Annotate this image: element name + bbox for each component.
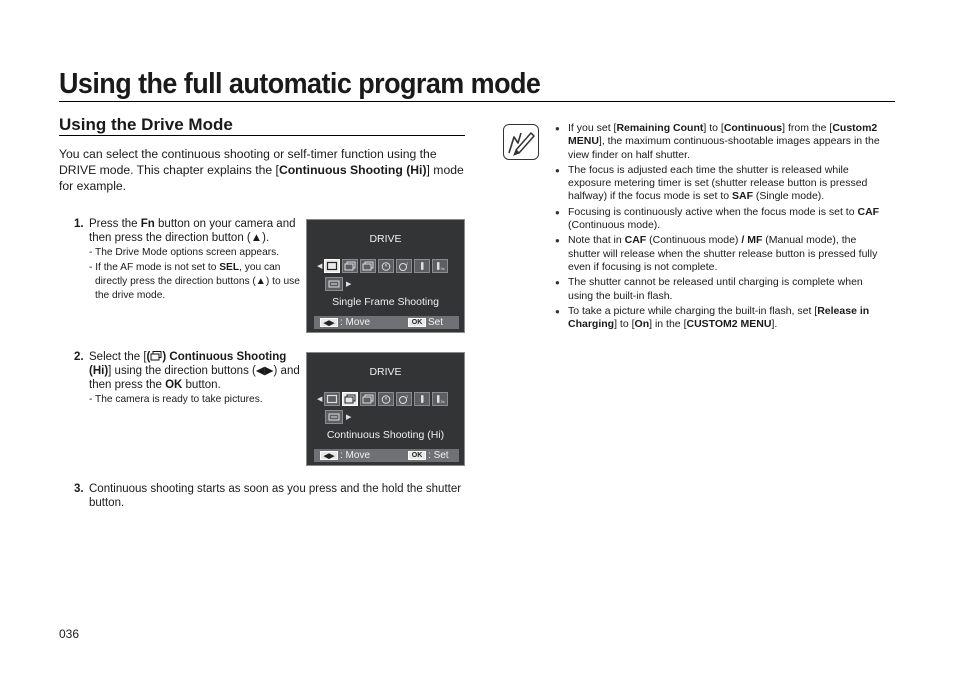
single-frame-icon	[324, 259, 340, 273]
direction-key-icon: ◀▶	[320, 318, 338, 327]
bracket-icon	[325, 277, 343, 291]
screen-footer	[314, 449, 459, 462]
drive-mode-icon-strip	[324, 259, 448, 273]
step-number: 1.	[74, 218, 84, 230]
note-bold: Remaining Count	[616, 122, 704, 134]
step-sub-note: - The camera is ready to take pictures.	[89, 394, 263, 405]
title-divider	[59, 101, 895, 102]
remote-delay-icon	[432, 392, 448, 406]
note-bold: CAF	[857, 205, 880, 218]
note-text: ] to [	[703, 122, 724, 134]
note-item	[555, 276, 889, 303]
remote-icon	[414, 392, 430, 406]
move-label: : Move	[340, 317, 371, 328]
intro-text-end: ] mode for example.	[59, 163, 464, 193]
self-timer-icon	[378, 392, 394, 406]
right-arrow-icon: ▶	[346, 281, 352, 288]
step-text-part: Press the	[89, 218, 141, 230]
self-timer-2s-icon	[396, 392, 412, 406]
screen-footer	[314, 316, 459, 329]
screen-title: DRIVE	[369, 233, 402, 245]
step-bold-part: (	[146, 351, 151, 363]
continuous-hi-icon	[342, 392, 358, 406]
set-label: : Set	[428, 450, 449, 461]
note-bold: Release in Charging	[568, 304, 870, 331]
direction-key-icon: ◀▶	[320, 451, 338, 460]
note-text: ] to [	[614, 318, 635, 331]
drive-mode-icon-strip	[324, 392, 448, 406]
note-bold: Continuous	[723, 122, 783, 134]
self-timer-icon	[378, 259, 394, 273]
section-divider	[59, 135, 465, 136]
page-number: 036	[59, 627, 80, 641]
step-text-part: button on your camera and then press the direction button (▲).	[89, 218, 296, 244]
note-text: (Continuous mode).	[568, 219, 661, 232]
fn-button-name: Fn	[140, 218, 155, 230]
note-bold: / MF	[741, 234, 763, 247]
drive-mode-icon-row-2	[325, 277, 351, 291]
bracket-icon	[325, 410, 343, 424]
note-bold: CUSTOM2 MENU	[686, 318, 772, 331]
notes-list	[555, 122, 889, 333]
drive-mode-icon-row-2	[325, 410, 351, 424]
svg-text:3s: 3s	[440, 399, 445, 404]
note-item	[555, 206, 889, 233]
right-arrow-icon: ▶	[346, 414, 352, 421]
note-bold: SAF	[732, 190, 753, 203]
selected-mode-label: Single Frame Shooting	[332, 296, 439, 308]
note-item	[555, 305, 889, 332]
single-frame-icon	[324, 392, 340, 406]
left-arrow-icon: ◀	[317, 396, 323, 403]
continuous-lo-icon	[360, 259, 376, 273]
note-bold: Custom2 MENU	[568, 122, 878, 148]
note-text: The shutter cannot be released until charging is complete when using the built-in flash.	[568, 276, 863, 302]
intro-paragraph	[59, 146, 469, 194]
note-text: The focus is adjusted each time the shutter is released while exposure metering timer is set (shutter release button is pressed halfway) if the focus mode is set to	[568, 163, 868, 203]
step-sub-note: - The Drive Mode options screen appears.	[89, 247, 280, 258]
svg-text:3s: 3s	[440, 266, 445, 271]
step-text-part: ] using the direction buttons (◀▶) and then press the	[89, 365, 300, 391]
selected-mode-label: Continuous Shooting (Hi)	[326, 429, 445, 441]
remote-delay-icon	[432, 259, 448, 273]
step-text	[89, 217, 304, 303]
svg-text:2: 2	[406, 261, 409, 266]
note-bold: CAF	[624, 234, 647, 247]
section-heading: Using the Drive Mode	[59, 115, 233, 134]
drive-mode-screen-continuous	[306, 352, 465, 466]
note-bold: On	[634, 318, 650, 331]
left-arrow-icon: ◀	[317, 263, 323, 270]
ok-key-icon: OK	[408, 318, 426, 327]
drive-mode-screen-single	[306, 219, 465, 333]
remote-icon	[414, 259, 430, 273]
screen-title: DRIVE	[369, 366, 402, 378]
continuous-lo-icon	[360, 392, 376, 406]
step-3	[74, 482, 464, 510]
note-text: To take a picture while charging the built-in flash, set [	[568, 304, 818, 317]
continuous-hi-icon	[150, 351, 162, 361]
svg-text:2: 2	[406, 394, 409, 399]
step-text	[89, 350, 304, 407]
note-text: (Continuous mode)	[646, 234, 742, 247]
sub-note-part: - If the AF mode is not set to	[89, 262, 220, 273]
intro-text: You can select the continuous shooting or self-timer function using the DRIVE mode. This chapter explains the [	[59, 147, 437, 177]
step-sub-note	[89, 261, 304, 303]
ok-button-name: OK	[165, 379, 183, 391]
step-number: 2.	[74, 351, 84, 363]
note-pencil-icon	[503, 124, 539, 160]
note-text: ], the maximum continuous-shootable images appears in the view finder on half shutter.	[568, 135, 880, 161]
step-text-part: button.	[182, 379, 221, 391]
note-text: (Single mode).	[753, 190, 825, 203]
page-title: Using the full automatic program mode	[59, 68, 541, 100]
step-text: Continuous shooting starts as soon as you press and the hold the shutter button.	[89, 483, 462, 509]
note-item	[555, 234, 889, 274]
sub-note-part: , you can directly press the direction buttons (▲) to use the drive mode.	[95, 262, 300, 301]
continuous-hi-mode-name: ) Continuous Shooting (Hi)	[89, 351, 287, 377]
note-text: ] from the [	[782, 122, 833, 134]
self-timer-2s-icon	[396, 259, 412, 273]
intro-mode-name: Continuous Shooting (Hi)	[278, 163, 427, 177]
note-text: If you set [	[568, 122, 617, 134]
step-text-part: Select the [	[89, 351, 147, 363]
note-text: ].	[771, 318, 778, 331]
note-text: Note that in	[568, 234, 625, 247]
step-number: 3.	[74, 483, 84, 495]
note-item	[555, 122, 889, 162]
step-1	[74, 217, 304, 303]
note-text: ] in the [	[649, 318, 687, 331]
move-label: : Move	[340, 450, 371, 461]
step-2	[74, 350, 304, 407]
sel-mode-name: SEL	[219, 262, 240, 273]
note-text: (Manual mode), the shutter will release when the shutter release button is pressed fully even if focusing is not complete.	[568, 234, 878, 273]
set-label: Set	[428, 317, 444, 328]
note-item	[555, 164, 889, 204]
note-text: Focusing is continuously active when the focus mode is set to	[568, 205, 858, 218]
continuous-hi-icon	[342, 259, 358, 273]
ok-key-icon: OK	[408, 451, 426, 460]
